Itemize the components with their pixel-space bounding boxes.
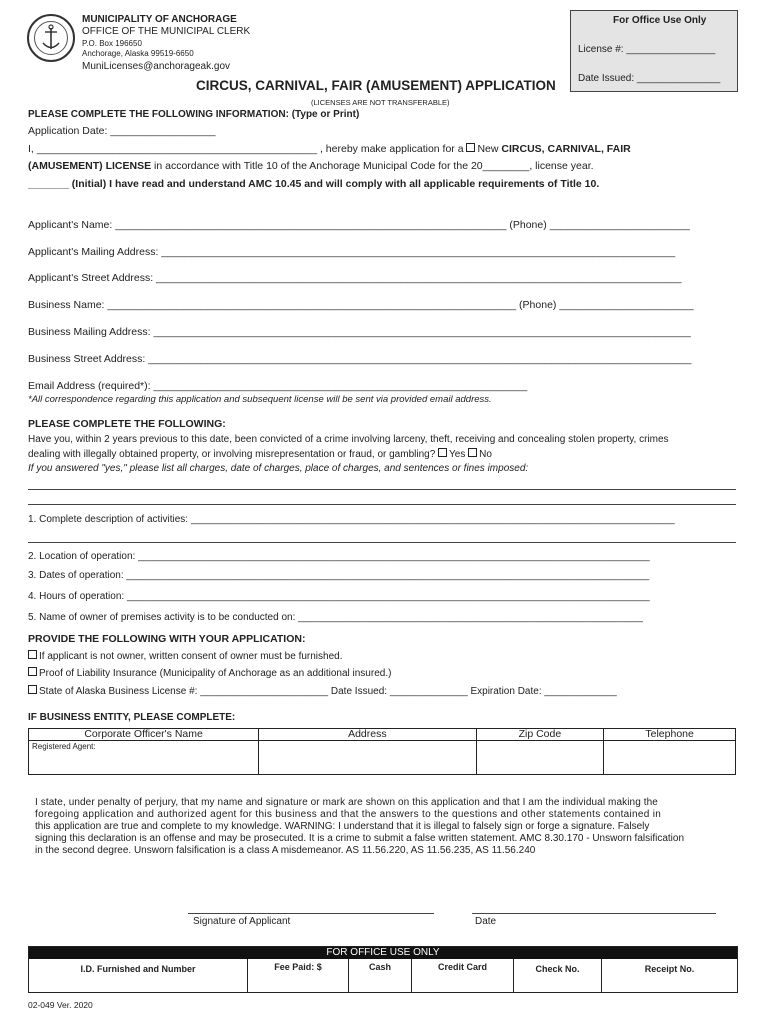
conviction-question-text: dealing with illegally obtained property, or involving misrepresentation or fraud, or gambling? xyxy=(28,449,439,460)
date-label: Date xyxy=(475,916,497,927)
section-heading-complete: PLEASE COMPLETE THE FOLLOWING: xyxy=(28,418,226,430)
conviction-followup: If you answered "yes," please list all charges, date of charges, place of charges, and sentences or fines imposed: xyxy=(28,463,529,474)
check-no-label: Check No. xyxy=(535,964,580,974)
requirement-insurance xyxy=(28,667,391,679)
activities-line-2[interactable] xyxy=(28,542,736,543)
page-title: CIRCUS, CARNIVAL, FAIR (AMUSEMENT) APPLICATION xyxy=(196,78,556,93)
cash-cell[interactable] xyxy=(349,959,412,992)
initial-acknowledgement[interactable]: _______ (Initial) I have read and understand AMC 10.45 and will comply with all applicable requirements of Title 10. xyxy=(28,178,600,190)
declaration-line-1: I state, under penalty of perjury, that my name and signature or mark are shown on this application and that I am the individual making the xyxy=(35,797,658,808)
signature-label: Signature of Applicant xyxy=(193,916,291,927)
business-entity-table xyxy=(28,728,736,775)
answer-line-1[interactable] xyxy=(28,489,736,490)
requirement-owner-consent xyxy=(28,650,343,662)
agent-zip-cell[interactable] xyxy=(476,741,604,775)
email-address-field[interactable]: Email Address (required*): ________________________________________________________________ xyxy=(28,380,528,392)
business-street-address-field[interactable]: Business Street Address: _____________________________________________________________________________________________ xyxy=(28,353,692,365)
municipality-seal-logo xyxy=(27,14,75,62)
applicant-declaration-line xyxy=(28,143,631,155)
activities-description-field[interactable]: 1. Complete description of activities: _______________________________________________________________________________________ xyxy=(28,514,675,525)
declaration-line-3: this application are true and complete to my knowledge. WARNING: I understand that it is illegal to falsely sign or forge a signature. Falsely xyxy=(35,821,650,832)
col-officer-name: Corporate Officer's Name xyxy=(29,729,259,741)
yes-label: Yes xyxy=(449,449,469,460)
office-use-title: FOR OFFICE USE ONLY xyxy=(29,947,737,959)
office-use-box xyxy=(570,10,738,92)
agent-address-cell[interactable] xyxy=(259,741,476,775)
new-label: New xyxy=(477,143,502,155)
business-license-label[interactable]: State of Alaska Business License #: _______________________ Date Issued: ______________ Expiration Date: _____________ xyxy=(39,686,617,697)
receipt-no-label: Receipt No. xyxy=(644,964,695,974)
declaration-line-2: foregoing application and authorized agent for this business and that the answers to the questions and other statements contained in xyxy=(35,809,662,820)
registered-agent-cell[interactable] xyxy=(29,741,259,775)
insurance-label: Proof of Liability Insurance (Municipality of Anchorage as an additional insured.) xyxy=(39,668,392,679)
hours-field[interactable]: 4. Hours of operation: ______________________________________________________________________________________________ xyxy=(28,591,650,602)
mailing-city: Anchorage, Alaska 99519-6650 xyxy=(82,49,194,58)
declaration-line-5: in the second degree. Unsworn falsification is a class A misdemeanor. AS 11.56.220, AS 11.56.235, AS 11.56.240 xyxy=(35,845,536,856)
fee-paid-label: Fee Paid: $ xyxy=(274,962,322,972)
declaration-line-4: signing this declaration is an offense and may be prosecuted. It is a crime to submit a false written statement. AMC 8.30.170 - Unsworn falsification xyxy=(35,833,685,844)
contact-email: MuniLicenses@anchorageak.gov xyxy=(82,61,231,72)
dates-field[interactable]: 3. Dates of operation: ______________________________________________________________________________________________ xyxy=(28,570,650,581)
id-furnished-cell[interactable] xyxy=(29,959,248,992)
location-field[interactable]: 2. Location of operation: ____________________________________________________________________________________________ xyxy=(28,551,650,562)
applicant-mailing-address-field[interactable]: Applicant's Mailing Address: ________________________________________________________________________________________ xyxy=(28,246,676,258)
col-telephone: Telephone xyxy=(604,729,736,741)
email-note: *All correspondence regarding this application and subsequent license will be sent via provided email address. xyxy=(28,394,492,405)
new-license-checkbox[interactable] xyxy=(466,143,475,152)
date-line[interactable] xyxy=(472,913,716,914)
check-no-cell[interactable] xyxy=(514,959,602,992)
owner-consent-label: If applicant is not owner, written consent of owner must be furnished. xyxy=(39,651,343,662)
applicant-name-inline[interactable]: I, ________________________________________________ , hereby make application for a xyxy=(28,143,467,155)
conviction-question-cont xyxy=(28,448,492,460)
fee-paid-cell[interactable] xyxy=(248,959,349,992)
yes-checkbox[interactable] xyxy=(438,448,447,457)
license-year-line xyxy=(28,160,594,172)
agent-telephone-cell[interactable] xyxy=(604,741,736,775)
section-heading-info: PLEASE COMPLETE THE FOLLOWING INFORMATION: (Type or Print) xyxy=(28,109,360,120)
credit-card-cell[interactable] xyxy=(412,959,514,992)
license-year-field[interactable]: in accordance with Title 10 of the Anchorage Municipal Code for the 20________, license year. xyxy=(151,160,594,172)
business-license-checkbox[interactable] xyxy=(28,685,37,694)
receipt-no-cell[interactable] xyxy=(602,959,737,992)
section-heading-provide: PROVIDE THE FOLLOWING WITH YOUR APPLICATION: xyxy=(28,633,306,645)
registered-agent-label: Registered Agent: xyxy=(32,742,96,751)
credit-card-label: Credit Card xyxy=(437,962,487,972)
applicant-name-field[interactable]: Applicant's Name: ___________________________________________________________________ (Phone) ________________________ xyxy=(28,219,690,231)
answer-line-2[interactable] xyxy=(28,504,736,505)
insurance-checkbox[interactable] xyxy=(28,667,37,676)
owner-consent-checkbox[interactable] xyxy=(28,650,37,659)
license-type-label: CIRCUS, CARNIVAL, FAIR xyxy=(501,143,631,155)
office-use-table xyxy=(28,946,738,993)
office-box-title: For Office Use Only xyxy=(613,15,707,26)
col-zip-code: Zip Code xyxy=(476,729,604,741)
premises-owner-field[interactable]: 5. Name of owner of premises activity is to be conducted on: ______________________________________________________________ xyxy=(28,612,643,623)
po-box: P.O. Box 196650 xyxy=(82,39,142,48)
section-heading-entity: IF BUSINESS ENTITY, PLEASE COMPLETE: xyxy=(28,712,236,723)
page-subtitle: (LICENSES ARE NOT TRANSFERABLE) xyxy=(311,98,450,107)
date-issued-field[interactable]: Date Issued: _______________ xyxy=(578,73,721,84)
cash-label: Cash xyxy=(368,962,391,972)
license-type-label-cont: (AMUSEMENT) LICENSE xyxy=(28,160,152,172)
conviction-question: Have you, within 2 years previous to this date, been convicted of a crime involving larceny, theft, receiving and concealing stolen property, crimes xyxy=(28,434,669,445)
id-furnished-label: I.D. Furnished and Number xyxy=(80,964,196,974)
business-name-field[interactable]: Business Name: ______________________________________________________________________ (Phone) _______________________ xyxy=(28,299,694,311)
applicant-street-address-field[interactable]: Applicant's Street Address: __________________________________________________________________________________________ xyxy=(28,272,682,284)
business-mailing-address-field[interactable]: Business Mailing Address: ____________________________________________________________________________________________ xyxy=(28,326,691,338)
org-name: MUNICIPALITY OF ANCHORAGE xyxy=(82,14,237,25)
office-name: OFFICE OF THE MUNICIPAL CLERK xyxy=(82,26,251,37)
no-checkbox[interactable] xyxy=(468,448,477,457)
form-number: 02-049 Ver. 2020 xyxy=(28,1000,93,1010)
application-date-field[interactable]: Application Date: __________________ xyxy=(28,125,216,137)
no-label: No xyxy=(479,449,492,460)
col-address: Address xyxy=(259,729,476,741)
requirement-business-license xyxy=(28,685,617,697)
license-number-field[interactable]: License #: ________________ xyxy=(578,44,716,55)
signature-line[interactable] xyxy=(188,913,434,914)
